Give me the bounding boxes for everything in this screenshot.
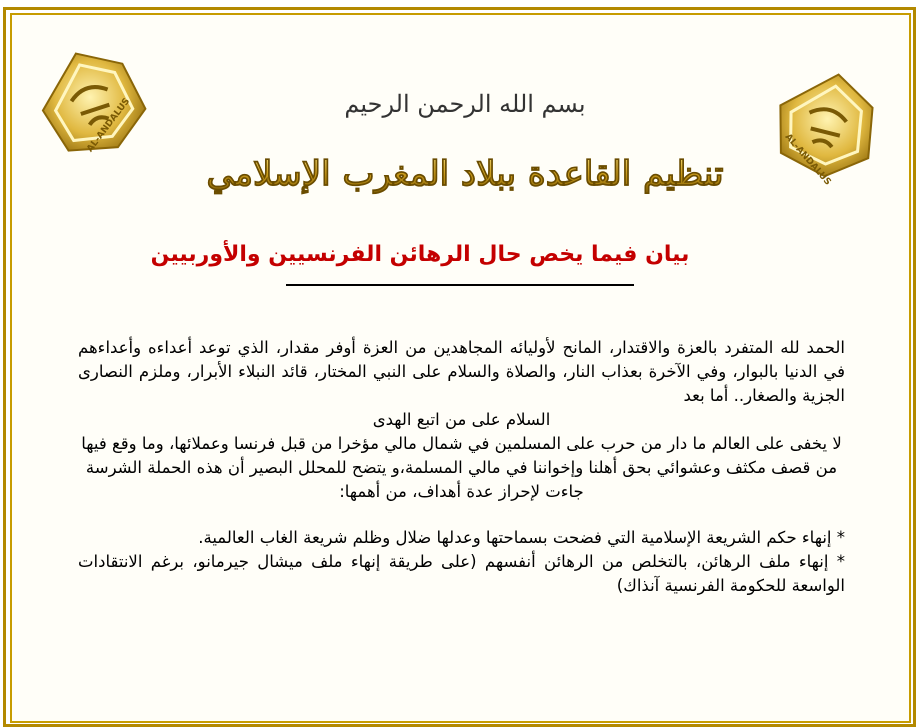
title-underline	[286, 284, 634, 286]
paragraph-praise: الحمد لله المتفرد بالعزة والاقتدار، المانح لأوليائه المجاهدين من العزة أوفر مقدار، الذي توعد أعداءه وأعداءهم في الدنيا بالبوار، وفي الآخرة بعذاب النار، والصلاة والسلام على النبي المختار، قائد النبلاء الأبرار، وملزم النصارى الجزية والصغار.. أما بعد	[78, 338, 845, 405]
statement-title: بيان فيما يخص حال الرهائن الفرنسيين والأوربيين	[150, 242, 690, 267]
calligraphy-header	[206, 70, 724, 220]
paragraph-spacer	[78, 504, 845, 526]
paragraph-greeting: السلام على من اتبع الهدى	[372, 410, 551, 429]
bullet-hostages: * إنهاء ملف الرهائن، بالتخلص من الرهائن أنفسهم (على طريقة إنهاء ملف ميشال جيرمانو، برغم الانتقادات الواسعة للحكومة الفرنسية آنذاك)	[78, 552, 845, 595]
svg-text:AL-ANDALUS: AL-ANDALUS	[782, 132, 833, 188]
al-andalus-emblem-right	[767, 67, 885, 188]
statement-body	[78, 336, 845, 598]
al-andalus-emblem-left	[33, 45, 151, 161]
organization-name: تنظيم القاعدة ببلاد المغرب الإسلامي	[206, 154, 724, 194]
basmala-text: بسم الله الرحمن الرحيم	[344, 90, 586, 118]
bullet-sharia: * إنهاء حكم الشريعة الإسلامية التي فضحت بسماحتها وعدلها ضلال وظلم شريعة الغاب العالمية.	[198, 528, 845, 547]
paragraph-context: لا يخفى على العالم ما دار من حرب على المسلمين في شمال مالي مؤخرا من قبل فرنسا وعملائها، وما وقع فيها من قصف مكثف وعشوائي بحق أهلنا وإخواننا في مالي المسلمة،و يتضح للمحلل البصير أن هذه الحملة الشرسة جاءت لإحراز عدة أهداف، من أهمها:	[81, 434, 842, 501]
svg-text:AL-ANDALUS: AL-ANDALUS	[85, 96, 133, 155]
